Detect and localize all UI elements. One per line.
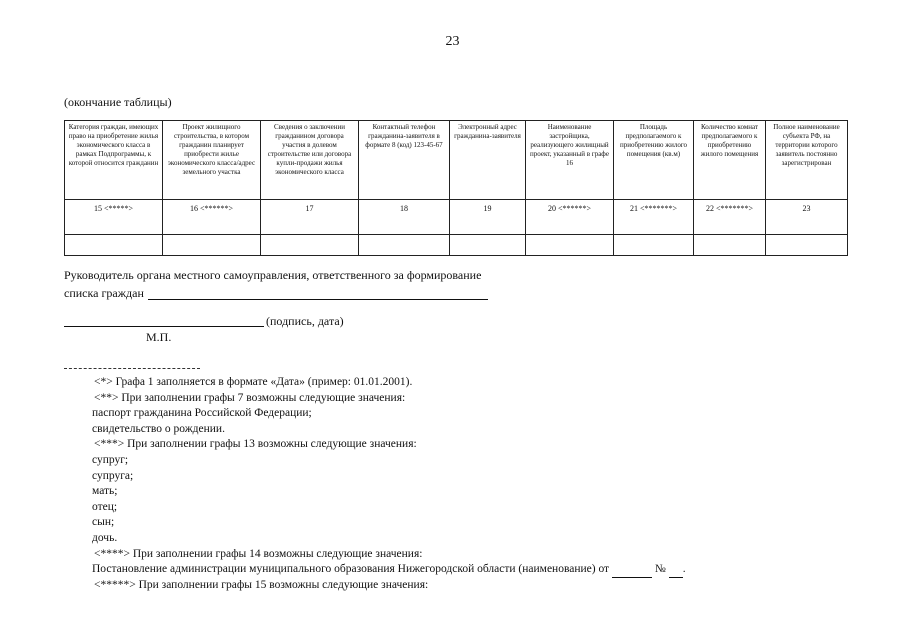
footnote-3-option: супруга; <box>92 469 134 482</box>
column-number-cell: 23 <box>766 200 848 235</box>
footnote-3-option: мать; <box>92 485 118 498</box>
empty-cell <box>614 235 694 256</box>
column-number-cell: 20 <******> <box>526 200 614 235</box>
table-continuation-label: (окончание таблицы) <box>64 95 172 109</box>
footnote-3-option: дочь. <box>92 532 118 544</box>
header-cell: Контактный телефон гражданина-заявителя в формате 8 (код) 123-45-67 <box>359 121 450 200</box>
column-number-cell: 19 <box>450 200 526 235</box>
column-number-row <box>65 200 848 235</box>
number-sign: № <box>654 563 666 576</box>
footnote-2: <**> При заполнении графы 7 возможны следующие значения: <box>94 391 406 404</box>
footnote-4: <****> При заполнении графы 14 возможны следующие значения: <box>94 547 423 560</box>
empty-cell <box>65 235 163 256</box>
data-table <box>64 120 848 256</box>
date-blank <box>612 567 652 578</box>
footnote-1: <*> Графа 1 заполняется в формате «Дата» (пример: 01.01.2001). <box>94 376 413 388</box>
signature-list-label: списка граждан <box>64 286 144 300</box>
header-cell: Площадь предполагаемого к приобретению жилого помещения (кв.м) <box>614 121 694 200</box>
empty-cell <box>261 235 359 256</box>
column-number-cell: 16 <******> <box>163 200 261 235</box>
header-cell: Наименование застройщика, реализующего жилищный проект, указанный в графе 16 <box>526 121 614 200</box>
empty-cell <box>526 235 614 256</box>
empty-cell <box>163 235 261 256</box>
empty-cell <box>450 235 526 256</box>
header-cell: Проект жилищного строительства, в котором гражданин планирует приобрести жилье экономического класса/адрес земельного участка <box>163 121 261 200</box>
signature-list-blank <box>148 288 488 300</box>
header-cell: Количество комнат предполагаемого к приобретению жилого помещения <box>694 121 766 200</box>
footnote-5: <*****> При заполнении графы 15 возможны следующие значения: <box>94 578 429 591</box>
signature-blank <box>64 326 264 327</box>
header-cell: Сведения о заключении гражданином договора участия в долевом строительстве или договора купли-продажи жилья экономического класса <box>261 121 359 200</box>
page-number: 23 <box>445 34 460 49</box>
footnote-4-option <box>0 562 686 578</box>
column-number-cell: 17 <box>261 200 359 235</box>
footnote-separator <box>64 368 200 369</box>
empty-cell <box>359 235 450 256</box>
column-number-cell: 21 <*******> <box>614 200 694 235</box>
header-cell: Категория граждан, имеющих право на приобретение жилья экономического класса в рамках Подпрограммы, к которой относится гражданин <box>65 121 163 200</box>
footnote-2-option: свидетельство о рождении. <box>92 422 225 435</box>
column-number-cell: 18 <box>359 200 450 235</box>
stamp-label: М.П. <box>146 330 172 344</box>
empty-cell <box>766 235 848 256</box>
footnote-3: <***> При заполнении графы 13 возможны следующие значения: <box>94 438 417 451</box>
column-number-cell: 22 <*******> <box>694 200 766 235</box>
footnote-3-option: отец; <box>92 500 118 513</box>
empty-data-row <box>65 235 848 256</box>
footnote-2-option: паспорт гражданина Российской Федерации; <box>92 407 312 420</box>
signature-list-line <box>64 286 488 300</box>
footnote-3-option: сын; <box>92 516 115 529</box>
signature-caption: (подпись, дата) <box>266 314 344 328</box>
signature-title-line: Руководитель органа местного самоуправления, ответственного за формирование <box>64 268 482 282</box>
footnote-3-option: супруг; <box>92 454 129 466</box>
column-number-cell: 15 <*****> <box>65 200 163 235</box>
header-cell: Полное наименование субъекта РФ, на территории которого заявитель постоянно зарегистрирован <box>766 121 848 200</box>
footnote-4-option-text: Постановление администрации муниципального образования Нижегородской области (наименование) от <box>92 563 610 576</box>
header-cell: Электронный адрес гражданина-заявителя <box>450 121 526 200</box>
empty-cell <box>694 235 766 256</box>
table-header-row <box>65 121 848 200</box>
number-blank <box>669 567 683 578</box>
footnote-4-option-end: . <box>682 563 686 576</box>
